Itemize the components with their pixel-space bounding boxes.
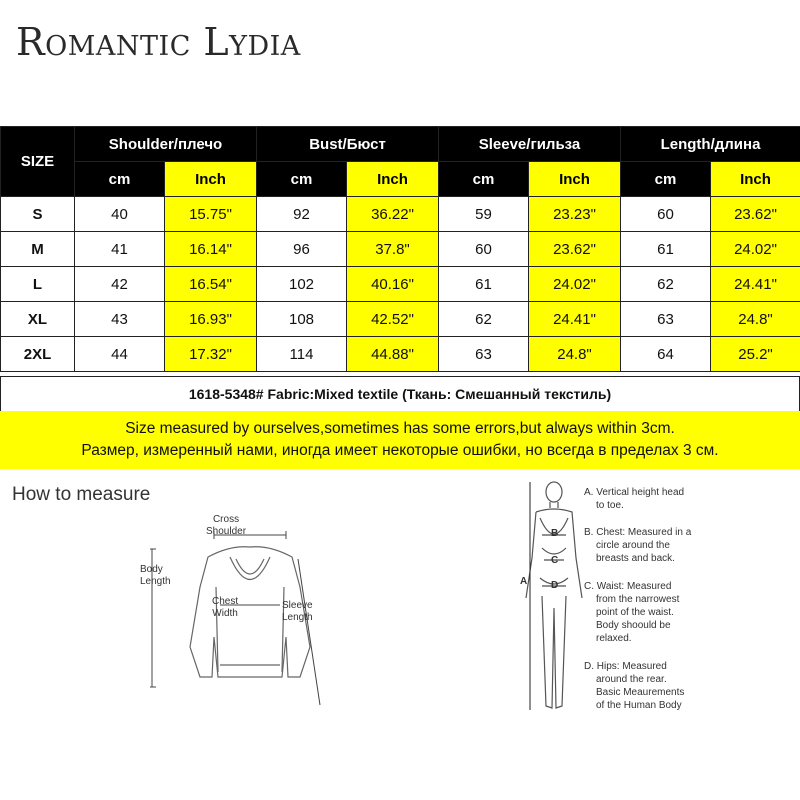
sleeve-label-line1: Sleeve	[282, 600, 313, 611]
length-inch: 23.62"	[711, 197, 800, 232]
bust-inch: 44.88"	[347, 337, 439, 372]
legend-line: from the narrowest	[596, 594, 680, 605]
legend-line: of the Human Body	[596, 700, 682, 711]
legend-line: breasts and back.	[596, 553, 675, 564]
sleeve-cm: 59	[439, 197, 529, 232]
legend-d	[584, 660, 684, 712]
table-row	[1, 197, 800, 232]
shoulder-inch: 17.32"	[165, 337, 257, 372]
length-inch: 25.2"	[711, 337, 800, 372]
unit-inch: Inch	[711, 162, 800, 197]
bust-inch: 37.8"	[347, 232, 439, 267]
group-header-length: Length/длина	[621, 127, 800, 162]
cross-label-line1: Cross	[212, 514, 240, 525]
bust-cm: 102	[257, 267, 347, 302]
figure-letter-a: A	[520, 576, 528, 587]
shoulder-cm: 43	[75, 302, 165, 337]
sleeve-inch: 24.02"	[529, 267, 621, 302]
sweater-diagram	[150, 527, 350, 727]
chest-label-line1: Chest	[212, 596, 239, 607]
length-cm: 63	[621, 302, 711, 337]
sleeve-cm: 63	[439, 337, 529, 372]
body-length-label	[140, 564, 171, 588]
table-row	[1, 337, 800, 372]
length-cm: 64	[621, 337, 711, 372]
how-to-measure-panel	[0, 472, 800, 800]
sleeve-cm: 60	[439, 232, 529, 267]
shoulder-inch: 16.14"	[165, 232, 257, 267]
legend-a	[584, 486, 684, 512]
size-label: 2XL	[1, 337, 75, 372]
length-inch: 24.41"	[711, 267, 800, 302]
legend-line: point of the waist.	[596, 607, 674, 618]
shoulder-cm: 44	[75, 337, 165, 372]
legend-b	[584, 526, 691, 565]
size-label: L	[1, 267, 75, 302]
fabric-info: 1618-5348# Fabric:Mixed textile (Ткань: Смешанный текстиль)	[0, 376, 800, 412]
figure-letter-d: D	[551, 580, 559, 591]
chest-label-line2: Width	[212, 608, 238, 619]
length-cm: 61	[621, 232, 711, 267]
cross-shoulder-label	[206, 514, 246, 538]
legend-line: to toe.	[596, 500, 624, 511]
bust-cm: 114	[257, 337, 347, 372]
legend-line: Body shoould be	[596, 620, 671, 631]
size-header: SIZE	[1, 127, 75, 197]
unit-inch: Inch	[165, 162, 257, 197]
note-english: Size measured by ourselves,sometimes has some errors,but always within 3cm.	[125, 420, 675, 437]
table-row	[1, 232, 800, 267]
legend-line: Basic Meaurements	[596, 687, 685, 698]
unit-cm: cm	[75, 162, 165, 197]
legend-line: around the rear.	[596, 674, 667, 685]
sleeve-cm: 62	[439, 302, 529, 337]
table-row	[1, 302, 800, 337]
unit-cm: cm	[621, 162, 711, 197]
sleeve-length-label	[282, 600, 313, 624]
legend-c	[584, 580, 679, 645]
shoulder-inch: 16.54"	[165, 267, 257, 302]
bust-cm: 108	[257, 302, 347, 337]
shoulder-cm: 40	[75, 197, 165, 232]
shoulder-cm: 42	[75, 267, 165, 302]
body-label-line2: Length	[140, 576, 171, 587]
brand-logo: Romantic Lydia	[16, 20, 301, 64]
sleeve-cm: 61	[439, 267, 529, 302]
bust-cm: 92	[257, 197, 347, 232]
sleeve-inch: 23.23"	[529, 197, 621, 232]
unit-cm: cm	[257, 162, 347, 197]
size-label: XL	[1, 302, 75, 337]
sleeve-inch: 24.8"	[529, 337, 621, 372]
shoulder-inch: 16.93"	[165, 302, 257, 337]
unit-inch: Inch	[529, 162, 621, 197]
sleeve-inch: 24.41"	[529, 302, 621, 337]
shoulder-cm: 41	[75, 232, 165, 267]
bust-inch: 42.52"	[347, 302, 439, 337]
legend-line: C. Waist: Measured	[584, 581, 672, 592]
length-cm: 62	[621, 267, 711, 302]
shoulder-inch: 15.75"	[165, 197, 257, 232]
group-header-bust: Bust/Бюст	[257, 127, 439, 162]
table-row	[1, 267, 800, 302]
group-header-sleeve: Sleeve/гильза	[439, 127, 621, 162]
legend-line: A. Vertical height head	[584, 487, 685, 498]
group-header-shoulder: Shoulder/плечо	[75, 127, 257, 162]
measurement-note	[0, 411, 800, 469]
sleeve-label-line2: Length	[282, 612, 313, 623]
size-label: S	[1, 197, 75, 232]
figure-letter-c: C	[551, 555, 559, 566]
how-to-measure-title: How to measure	[12, 484, 151, 505]
legend-line: D. Hips: Measured	[584, 661, 667, 672]
bust-cm: 96	[257, 232, 347, 267]
legend-line: relaxed.	[596, 633, 632, 644]
size-table	[0, 126, 800, 372]
legend-line: B. Chest: Measured in a	[584, 527, 692, 538]
bust-inch: 36.22"	[347, 197, 439, 232]
sleeve-inch: 23.62"	[529, 232, 621, 267]
length-inch: 24.8"	[711, 302, 800, 337]
unit-cm: cm	[439, 162, 529, 197]
unit-inch: Inch	[347, 162, 439, 197]
size-label: M	[1, 232, 75, 267]
length-inch: 24.02"	[711, 232, 800, 267]
chest-width-label	[212, 596, 238, 620]
bust-inch: 40.16"	[347, 267, 439, 302]
note-russian: Размер, измеренный нами, иногда имеет некоторые ошибки, но всегда в пределах 3 см.	[81, 442, 719, 459]
legend-line: circle around the	[596, 540, 670, 551]
length-cm: 60	[621, 197, 711, 232]
figure-letter-b: B	[551, 528, 559, 539]
body-label-line1: Body	[140, 564, 163, 575]
cross-label-line2: Shoulder	[206, 526, 247, 537]
